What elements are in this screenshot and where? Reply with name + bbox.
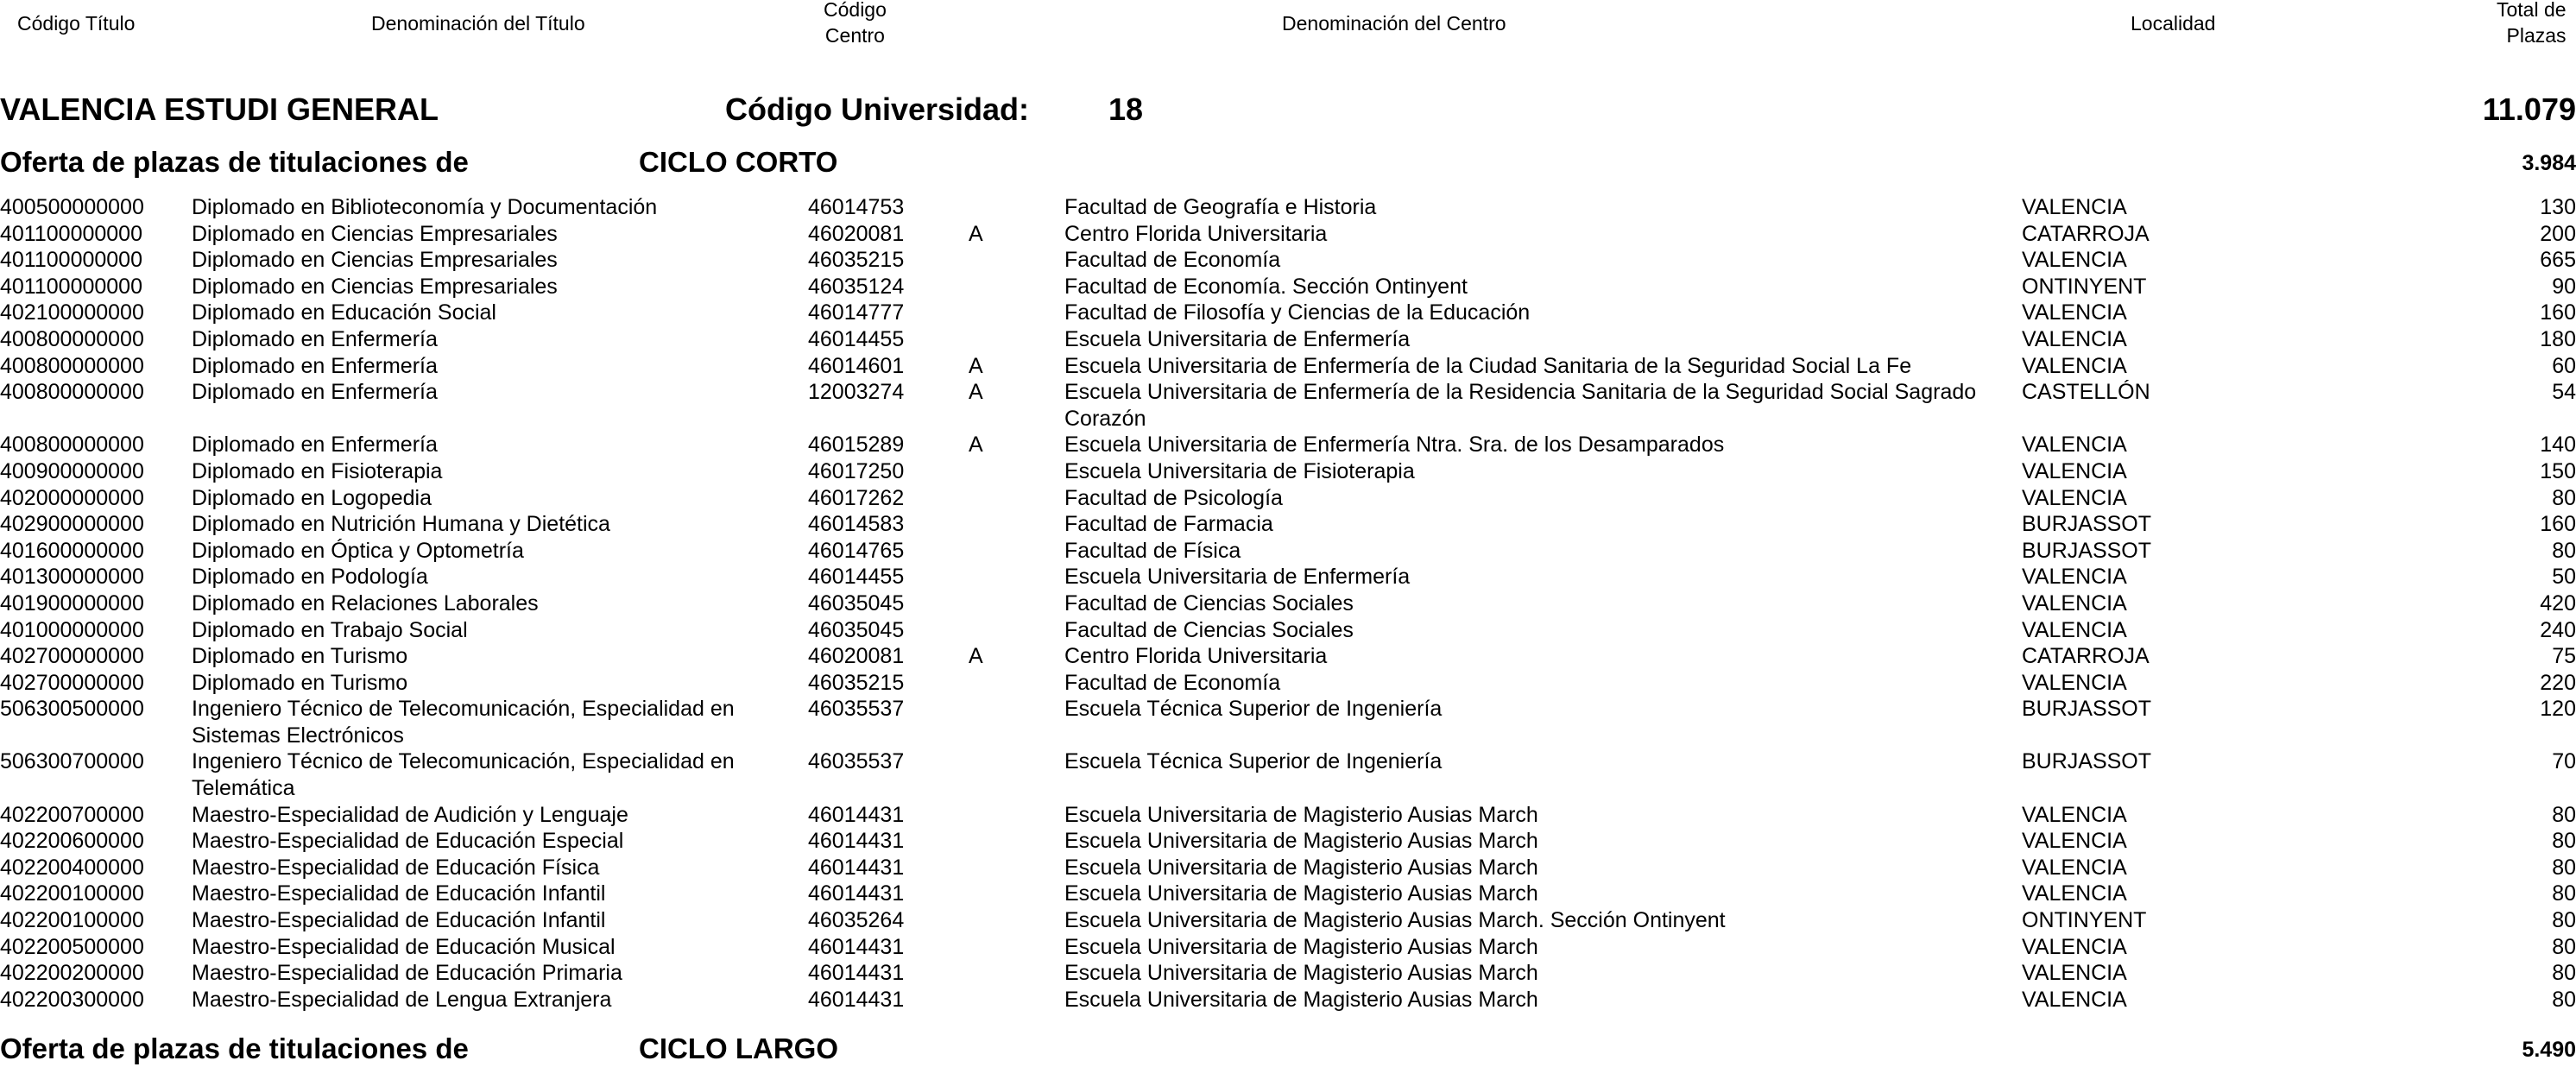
centro-code: 46014431 (808, 802, 905, 827)
university-total: 11.079 (2482, 92, 2576, 127)
titulo-code: 402700000000 (0, 670, 144, 695)
centro-code: 46035215 (808, 248, 905, 273)
table-row (0, 670, 2576, 697)
total-plazas: 80 (2552, 934, 2576, 959)
centro-code: 46014431 (808, 987, 905, 1012)
localidad: VALENCIA (2022, 855, 2127, 880)
titulo-name: Maestro-Especialidad de Educación Infantil (192, 881, 606, 906)
titulo-code: 401000000000 (0, 617, 144, 642)
titulo-name: Diplomado en Podología (192, 565, 428, 590)
titulo-code: 402200300000 (0, 987, 144, 1012)
centro-code: 46015289 (808, 432, 905, 458)
titulo-code: 402200700000 (0, 802, 144, 827)
localidad: VALENCIA (2022, 617, 2127, 642)
table-row (0, 432, 2576, 458)
total-plazas: 120 (2540, 697, 2576, 722)
titulo-code: 402200100000 (0, 908, 144, 933)
titulo-name: Diplomado en Nutrición Humana y Dietética (192, 512, 610, 537)
table-row (0, 485, 2576, 512)
centro-name: Facultad de Física (1064, 538, 1241, 563)
total-plazas: 80 (2552, 881, 2576, 906)
adscrito-flag: A (969, 432, 983, 458)
localidad: VALENCIA (2022, 485, 2127, 510)
table-row (0, 326, 2576, 353)
section-cycle: CICLO CORTO (639, 146, 838, 178)
table-row (0, 802, 2576, 829)
titulo-name: Diplomado en Turismo (192, 644, 408, 669)
centro-name: Escuela Universitaria de Magisterio Ausias March (1064, 802, 1538, 827)
centro-code: 46014431 (808, 934, 905, 959)
table-row (0, 696, 2576, 748)
total-plazas: 60 (2552, 353, 2576, 378)
total-plazas: 80 (2552, 802, 2576, 827)
centro-code: 46035045 (808, 590, 905, 616)
centro-name: Facultad de Economía. Sección Ontinyent (1064, 274, 1468, 299)
localidad: VALENCIA (2022, 802, 2127, 827)
table-row (0, 353, 2576, 380)
titulo-name: Diplomado en Enfermería (192, 432, 438, 458)
header-codigo-titulo: Código Título (17, 12, 136, 35)
centro-code: 46014431 (808, 881, 905, 906)
centro-code: 46014753 (808, 195, 905, 219)
localidad: CATARROJA (2022, 644, 2150, 669)
centro-name: Centro Florida Universitaria (1064, 221, 1328, 246)
localidad: ONTINYENT (2022, 908, 2147, 933)
localidad: VALENCIA (2022, 353, 2127, 378)
centro-code: 46014455 (808, 565, 905, 590)
centro-code: 46017250 (808, 458, 905, 483)
titulo-code: 400900000000 (0, 458, 144, 483)
centro-name: Escuela Universitaria de Magisterio Ausias March (1064, 855, 1538, 880)
table-row (0, 881, 2576, 907)
centro-code: 46014455 (808, 326, 905, 351)
titulo-name: Ingeniero Técnico de Telecomunicación, Especialidad en Sistemas Electrónicos (192, 697, 735, 748)
localidad: VALENCIA (2022, 829, 2127, 854)
table-row (0, 194, 2576, 221)
adscrito-flag: A (969, 221, 983, 246)
titulo-code: 400800000000 (0, 353, 144, 378)
titulo-code: 400800000000 (0, 326, 144, 351)
column-header (0, 0, 2576, 54)
titulo-name: Maestro-Especialidad de Lengua Extranjera (192, 987, 612, 1012)
centro-name: Escuela Universitaria de Magisterio Ausias March (1064, 829, 1538, 854)
header-codigo-centro (824, 0, 887, 48)
localidad: VALENCIA (2022, 565, 2127, 590)
centro-name: Facultad de Psicología (1064, 485, 1283, 510)
centro-code: 46014431 (808, 829, 905, 854)
table-row (0, 590, 2576, 617)
titulaciones-table (0, 194, 2576, 1013)
localidad: VALENCIA (2022, 961, 2127, 986)
table-row (0, 538, 2576, 565)
adscrito-flag: A (969, 644, 983, 669)
section-label: Oferta de plazas de titulaciones de (0, 146, 469, 178)
titulo-name: Maestro-Especialidad de Audición y Lenguaje (192, 802, 628, 827)
titulo-code: 402200200000 (0, 961, 144, 986)
titulo-code: 401600000000 (0, 538, 144, 563)
table-row (0, 828, 2576, 855)
university-header (0, 92, 2576, 131)
total-plazas: 80 (2552, 908, 2576, 933)
table-row (0, 511, 2576, 538)
centro-name: Facultad de Ciencias Sociales (1064, 617, 1354, 642)
localidad: CASTELLÓN (2022, 380, 2150, 405)
titulo-code: 506300500000 (0, 697, 144, 722)
table-row (0, 379, 2576, 432)
centro-name: Escuela Técnica Superior de Ingeniería (1064, 749, 1443, 774)
titulo-name: Ingeniero Técnico de Telecomunicación, Especialidad en Telemática (192, 749, 735, 801)
total-plazas: 70 (2552, 749, 2576, 774)
centro-code: 46035215 (808, 670, 905, 695)
titulo-code: 402700000000 (0, 644, 144, 669)
titulo-name: Diplomado en Enfermería (192, 326, 438, 351)
centro-code: 46014431 (808, 855, 905, 880)
localidad: ONTINYENT (2022, 274, 2147, 299)
table-row (0, 960, 2576, 987)
titulo-name: Maestro-Especialidad de Educación Musical (192, 934, 616, 959)
localidad: VALENCIA (2022, 432, 2127, 458)
table-row (0, 855, 2576, 881)
titulo-name: Diplomado en Relaciones Laborales (192, 590, 539, 616)
titulo-code: 401100000000 (0, 221, 142, 246)
titulo-code: 402200600000 (0, 829, 144, 854)
titulo-code: 401300000000 (0, 565, 144, 590)
titulo-name: Diplomado en Logopedia (192, 485, 432, 510)
localidad: VALENCIA (2022, 326, 2127, 351)
localidad: VALENCIA (2022, 248, 2127, 273)
centro-name: Facultad de Ciencias Sociales (1064, 590, 1354, 616)
localidad: VALENCIA (2022, 881, 2127, 906)
total-plazas: 665 (2540, 248, 2576, 273)
total-plazas: 240 (2540, 617, 2576, 642)
titulo-name: Diplomado en Enfermería (192, 380, 438, 405)
titulo-code: 400800000000 (0, 432, 144, 458)
localidad: VALENCIA (2022, 670, 2127, 695)
titulo-name: Maestro-Especialidad de Educación Especial (192, 829, 624, 854)
total-plazas: 420 (2540, 590, 2576, 616)
university-name: VALENCIA ESTUDI GENERAL (0, 92, 439, 127)
titulo-code: 400800000000 (0, 380, 144, 405)
table-row (0, 934, 2576, 961)
titulo-name: Diplomado en Óptica y Optometría (192, 538, 524, 563)
header-localidad: Localidad (2131, 12, 2216, 35)
localidad: BURJASSOT (2022, 697, 2152, 722)
total-plazas: 90 (2552, 274, 2576, 299)
total-plazas: 140 (2540, 432, 2576, 458)
table-row (0, 617, 2576, 644)
centro-code: 46020081 (808, 221, 905, 246)
header-total-line2: Plazas (2506, 24, 2567, 47)
localidad: VALENCIA (2022, 934, 2127, 959)
centro-code: 46014765 (808, 538, 905, 563)
centro-name: Escuela Universitaria de Magisterio Ausias March (1064, 881, 1538, 906)
total-plazas: 80 (2552, 987, 2576, 1012)
section-ciclo-corto (0, 146, 2576, 180)
university-code-label: Código Universidad: (725, 92, 1030, 127)
localidad: BURJASSOT (2022, 512, 2152, 537)
centro-code: 46020081 (808, 644, 905, 669)
table-row (0, 987, 2576, 1013)
total-plazas: 80 (2552, 538, 2576, 563)
titulo-name: Maestro-Especialidad de Educación Física (192, 855, 600, 880)
centro-code: 46014601 (808, 353, 905, 378)
titulo-code: 402100000000 (0, 300, 144, 325)
table-row (0, 274, 2576, 300)
centro-code: 12003274 (808, 380, 905, 405)
titulo-code: 402000000000 (0, 485, 144, 510)
section-cycle: CICLO LARGO (639, 1032, 838, 1064)
titulo-name: Diplomado en Biblioteconomía y Documentación (192, 195, 658, 219)
table-row (0, 300, 2576, 326)
titulo-code: 402200400000 (0, 855, 144, 880)
centro-code: 46014431 (808, 961, 905, 986)
table-row (0, 643, 2576, 670)
centro-name: Facultad de Economía (1064, 248, 1281, 273)
total-plazas: 80 (2552, 855, 2576, 880)
titulo-name: Diplomado en Ciencias Empresariales (192, 248, 558, 273)
total-plazas: 200 (2540, 221, 2576, 246)
centro-name: Escuela Universitaria de Fisioterapia (1064, 458, 1415, 483)
header-total-plazas (2497, 0, 2567, 48)
centro-name: Centro Florida Universitaria (1064, 644, 1328, 669)
centro-name: Facultad de Geografía e Historia (1064, 195, 1377, 219)
total-plazas: 160 (2540, 512, 2576, 537)
header-denominacion-centro: Denominación del Centro (1282, 12, 1506, 35)
header-denominacion-titulo: Denominación del Título (371, 12, 585, 35)
titulo-name: Diplomado en Trabajo Social (192, 617, 468, 642)
centro-code: 46035045 (808, 617, 905, 642)
titulo-name: Diplomado en Ciencias Empresariales (192, 221, 558, 246)
section-label: Oferta de plazas de titulaciones de (0, 1032, 469, 1064)
titulo-name: Diplomado en Enfermería (192, 353, 438, 378)
table-row (0, 221, 2576, 248)
centro-name: Escuela Universitaria de Enfermería (1064, 565, 1411, 590)
localidad: VALENCIA (2022, 195, 2127, 219)
total-plazas: 130 (2540, 195, 2576, 219)
centro-name: Escuela Universitaria de Enfermería de la Ciudad Sanitaria de la Seguridad Social La Fe (1064, 353, 1912, 378)
titulo-code: 401100000000 (0, 274, 142, 299)
titulo-code: 400500000000 (0, 195, 144, 219)
header-total-line1: Total de (2497, 0, 2567, 21)
centro-code: 46035124 (808, 274, 905, 299)
localidad: VALENCIA (2022, 458, 2127, 483)
centro-code: 46014777 (808, 300, 905, 325)
titulo-code: 402900000000 (0, 512, 144, 537)
localidad: VALENCIA (2022, 300, 2127, 325)
titulo-code: 402200100000 (0, 881, 144, 906)
total-plazas: 80 (2552, 829, 2576, 854)
centro-name: Escuela Universitaria de Magisterio Ausias March (1064, 961, 1538, 986)
titulo-code: 401900000000 (0, 590, 144, 616)
titulo-code: 506300700000 (0, 749, 144, 774)
localidad: VALENCIA (2022, 590, 2127, 616)
centro-name: Escuela Universitaria de Magisterio Ausias March (1064, 987, 1538, 1012)
titulo-name: Diplomado en Fisioterapia (192, 458, 443, 483)
centro-name: Escuela Técnica Superior de Ingeniería (1064, 697, 1443, 722)
centro-code: 46035537 (808, 697, 905, 722)
total-plazas: 80 (2552, 485, 2576, 510)
adscrito-flag: A (969, 380, 983, 405)
titulo-name: Diplomado en Educación Social (192, 300, 496, 325)
total-plazas: 220 (2540, 670, 2576, 695)
centro-name: Escuela Universitaria de Magisterio Ausias March. Sección Ontinyent (1064, 908, 1726, 933)
adscrito-flag: A (969, 353, 983, 378)
total-plazas: 150 (2540, 458, 2576, 483)
centro-code: 46014583 (808, 512, 905, 537)
table-row (0, 564, 2576, 590)
localidad: BURJASSOT (2022, 749, 2152, 774)
titulo-name: Diplomado en Turismo (192, 670, 408, 695)
section-total: 3.984 (2522, 151, 2576, 175)
table-row (0, 748, 2576, 801)
table-row (0, 907, 2576, 934)
total-plazas: 50 (2552, 565, 2576, 590)
centro-name: Facultad de Farmacia (1064, 512, 1273, 537)
centro-name: Facultad de Economía (1064, 670, 1281, 695)
header-codigo-centro-line2: Centro (824, 24, 885, 47)
centro-name: Escuela Universitaria de Enfermería (1064, 326, 1411, 351)
total-plazas: 80 (2552, 961, 2576, 986)
section-total: 5.490 (2522, 1038, 2576, 1062)
centro-code: 46035537 (808, 749, 905, 774)
centro-name: Escuela Universitaria de Enfermería Ntra. Sra. de los Desamparados (1064, 432, 1725, 458)
header-codigo-centro-line1: Código (824, 0, 887, 21)
centro-name: Facultad de Filosofía y Ciencias de la Educación (1064, 300, 1531, 325)
titulo-name: Maestro-Especialidad de Educación Infantil (192, 908, 606, 933)
total-plazas: 160 (2540, 300, 2576, 325)
total-plazas: 75 (2552, 644, 2576, 669)
total-plazas: 54 (2552, 380, 2576, 405)
centro-code: 46035264 (808, 908, 905, 933)
titulo-name: Maestro-Especialidad de Educación Primaria (192, 961, 622, 986)
table-row (0, 458, 2576, 485)
centro-name: Escuela Universitaria de Enfermería de la Residencia Sanitaria de la Seguridad Social Sagrado Corazón (1064, 380, 1977, 431)
localidad: BURJASSOT (2022, 538, 2152, 563)
localidad: CATARROJA (2022, 221, 2150, 246)
titulo-code: 401100000000 (0, 248, 142, 273)
total-plazas: 180 (2540, 326, 2576, 351)
localidad: VALENCIA (2022, 987, 2127, 1012)
centro-name: Escuela Universitaria de Magisterio Ausias March (1064, 934, 1538, 959)
section-ciclo-largo (0, 1032, 2576, 1067)
table-row (0, 247, 2576, 274)
titulo-name: Diplomado en Ciencias Empresariales (192, 274, 558, 299)
titulo-code: 402200500000 (0, 934, 144, 959)
university-code: 18 (1108, 92, 1144, 127)
centro-code: 46017262 (808, 485, 905, 510)
